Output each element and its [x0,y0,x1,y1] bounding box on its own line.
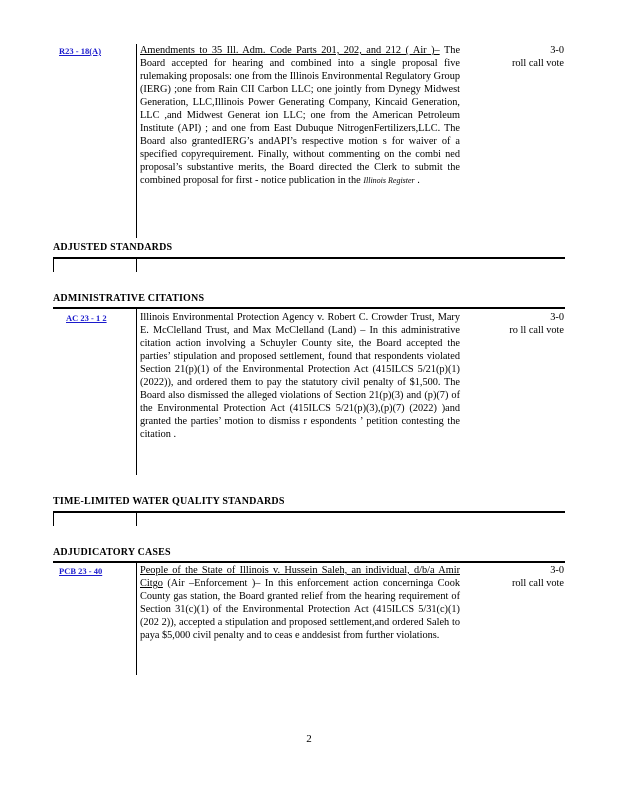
vote-type: roll call vote [511,578,564,589]
docket-link-r23-18a[interactable]: R23 - 18(A) [59,46,102,56]
vote-count: 3-0 [550,45,564,56]
entry-tail: . [417,175,420,186]
vote-pcb-23-40 [486,564,564,590]
vote-type: roll call vote [511,58,564,69]
vote-count: 3-0 [550,565,564,576]
illinois-register-italic: Illinois Register [363,176,415,185]
section-tick [53,512,54,526]
entry-title-r23-18a: Amendments to 35 Ill. Adm. Code Parts 201, 202, and 212 ( Air )– [140,45,440,56]
page-number: 2 [306,733,312,745]
vote-type: ro ll call vote [509,325,564,336]
section-heading-time-limited: TIME-LIMITED WATER QUALITY STANDARDS [53,496,285,507]
entry-text-pcb-23-40 [140,564,460,642]
entry-text-ac-23-12: Illinois Environmental Protection Agency v. Robert C. Crowder Trust, Mary E. McClelland Trust, and Max McClelland (Land) – In this administrative citation action involving a Schuyler County site, the Board accepted the parties’ stipulation and proposed settlement, found that respondents violated Section 21(p)(1) of the Environmental Protection Act (415ILCS 5/21(p)(1) (2022)), and ordered them to pay the statutory civil penalty of $1,500. The Board also dismissed the alleged violations of Section 21(p)(3) and (p)(7) of the Environmental Protection Act (415ILCS 5/21(p)(3),(p)(7) (2022) )and granted the parties’ motion to dismiss r espondents ’ petition contesting the citation . [140,312,460,440]
section-heading-administrative-citations: ADMINISTRATIVE CITATIONS [53,293,205,304]
entry-body-pcb-23-40: (Air –Enforcement )– In this enforcement action concerninga Cook County gas station, the Board granted relief from the hearing requirement of Section 31(c)(1) of the Environmental Protection Act (415ILCS 5/31(c)(1) (202 2)), accepted a stipulation and proposed settlement,and ordered Saleh to paya $5,000 civil penalty and to ceas e anddesist from further violations. [140,578,460,641]
section-tick [136,512,137,526]
section-rule [53,257,565,259]
section-rule [53,511,565,513]
docket-link-pcb-23-40[interactable]: PCB 23 - 40 [59,566,103,576]
vote-ac-23-12 [486,311,564,337]
section-rule [53,307,565,309]
section-heading-adjusted-standards: ADJUSTED STANDARDS [53,242,173,253]
docket-link-ac-23-12[interactable]: AC 23 - 1 2 [66,313,107,323]
column-divider [136,562,137,675]
vote-r23-18a [486,44,564,70]
entry-title-pcb-23-40: People of the State of Illinois v. Hussein Saleh, an individual, d/b/a Amir Citgo [140,565,460,589]
section-rule [53,561,565,563]
vote-count: 3-0 [550,312,564,323]
section-heading-adjudicatory-cases: ADJUDICATORY CASES [53,547,171,558]
entry-text-r23-18a [140,44,460,187]
entry-body-r23-18a: The Board accepted for hearing and combined into a single proposal five rulemaking proposals: one from the Illinois Environmental Regulatory Group (IERG) ;one from Rain CII Carbon LLC; one jointly from Dynegy Midwest Generation, LLC,Illinois Power Generating Company, Kincaid Generation, LLC ,and Midwest Generat ion LLC; one from the American Petroleum Institute (API) ; and one from East Dubuque NitrogenFertilizers,LLC. The Board also grantedIERG’s andAPI’s respective motion s for waiver of a specified copyrequirement. Finally, without commenting on the combi ned proposal’s substantive merits, the Board directed the Clerk to submit the combined proposal for first - notice publication in the [140,45,461,186]
column-divider [136,308,137,475]
column-divider [136,44,137,238]
section-tick [136,258,137,272]
section-tick [53,258,54,272]
